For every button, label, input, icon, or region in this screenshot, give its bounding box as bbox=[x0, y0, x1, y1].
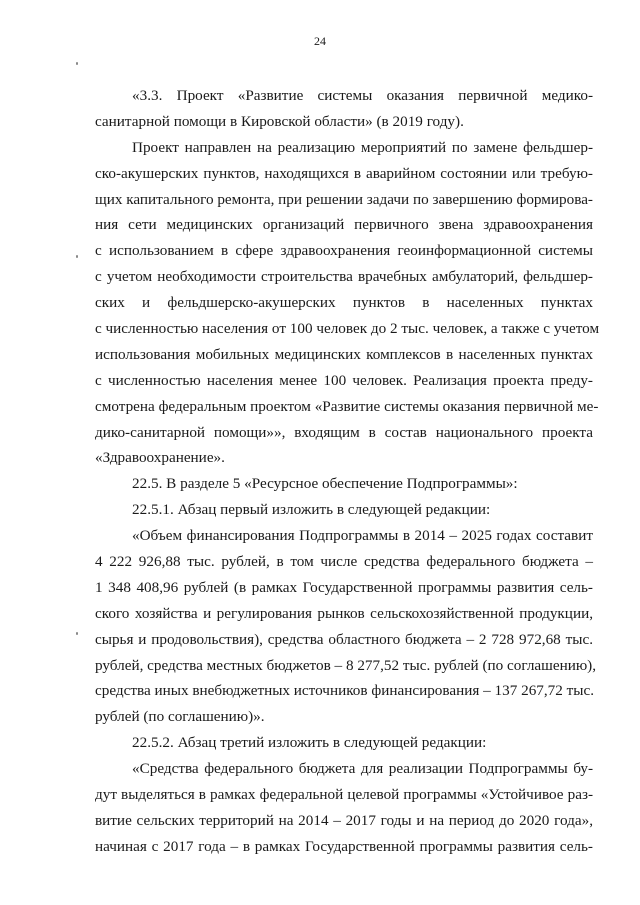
text-line: рублей, средства местных бюджетов – 8 277,52 тыс. рублей (по соглашению), bbox=[95, 656, 597, 674]
text-line: ния сети медицинских организаций первичного звена здравоохранения bbox=[95, 216, 593, 234]
text-line: сырья и продовольствия), средства областного бюджета – 2 728 972,68 тыс. bbox=[95, 630, 593, 648]
text-line: 1 348 408,96 рублей (в рамках Государственной программы развития сель- bbox=[95, 578, 593, 596]
scan-speck bbox=[76, 632, 78, 635]
text-line: 22.5. В разделе 5 «Ресурсное обеспечение Подпрограммы»: bbox=[132, 475, 518, 493]
text-line: смотрена федеральным проектом «Развитие системы оказания первичной ме- bbox=[95, 397, 599, 415]
document-body bbox=[95, 83, 600, 860]
text-line: с численностью населения менее 100 человек. Реализация проекта преду- bbox=[95, 371, 593, 389]
text-line: «Объем финансирования Подпрограммы в 2014 – 2025 годах составит bbox=[132, 527, 593, 545]
text-line: начиная с 2017 года – в рамках Государственной программы развития сель- bbox=[95, 837, 593, 855]
page-number: 24 bbox=[314, 34, 326, 48]
text-line: Проект направлен на реализацию мероприятий по замене фельдшер- bbox=[132, 138, 593, 156]
text-line: средства иных внебюджетных источников финансирования – 137 267,72 тыс. bbox=[95, 682, 595, 700]
text-line: с использованием в сфере здравоохранения геоинформационной системы bbox=[95, 242, 593, 260]
text-line: 22.5.1. Абзац первый изложить в следующей редакции: bbox=[132, 501, 491, 519]
text-line: дико-санитарной помощи»», входящим в состав национального проекта bbox=[95, 423, 593, 441]
text-line: 4 222 926,88 тыс. рублей, в том числе средства федерального бюджета – bbox=[95, 553, 593, 571]
text-line: «3.3. Проект «Развитие системы оказания первичной медико- bbox=[132, 87, 593, 104]
scan-speck bbox=[76, 62, 78, 65]
text-line: «Здравоохранение». bbox=[95, 449, 225, 467]
text-line: использования мобильных медицинских комплексов в населенных пунктах bbox=[95, 345, 593, 363]
text-line: 22.5.2. Абзац третий изложить в следующей редакции: bbox=[132, 734, 487, 752]
text-line: ских и фельдшерско-акушерских пунктов в населенных пунктах bbox=[95, 294, 593, 312]
text-line: дут выделяться в рамках федеральной целевой программы «Устойчивое раз- bbox=[95, 786, 593, 804]
text-line: с численностью населения от 100 человек до 2 тыс. человек, а также с учетом bbox=[95, 320, 600, 338]
text-line: санитарной помощи в Кировской области» (в 2019 году). bbox=[95, 112, 464, 130]
text-line: щих капитального ремонта, при решении задачи по завершению формирова- bbox=[95, 190, 593, 208]
text-line: витие сельских территорий на 2014 – 2017 годы и на период до 2020 года», bbox=[95, 811, 593, 829]
text-line: ского хозяйства и регулирования рынков сельскохозяйственной продукции, bbox=[95, 604, 593, 622]
text-line: с учетом необходимости строительства врачебных амбулаторий, фельдшер- bbox=[95, 268, 593, 286]
text-line: «Средства федерального бюджета для реализации Подпрограммы бу- bbox=[132, 760, 593, 778]
scan-speck bbox=[76, 255, 78, 258]
text-line: рублей (по соглашению)». bbox=[95, 708, 265, 726]
text-line: ско-акушерских пунктов, находящихся в аварийном состоянии или требую- bbox=[95, 164, 593, 182]
